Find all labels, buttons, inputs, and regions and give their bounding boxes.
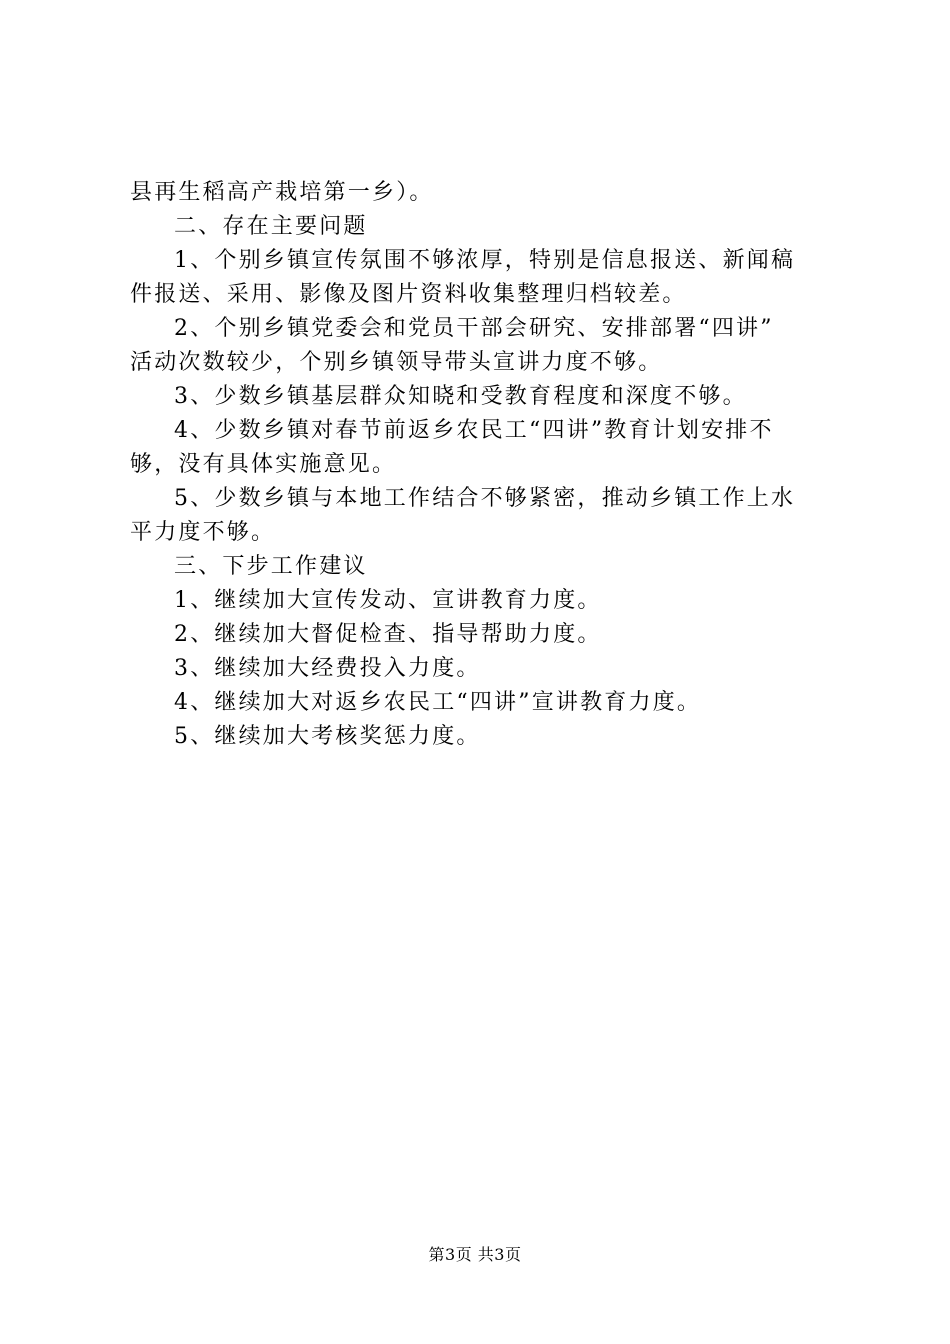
text-line: 够，没有具体实施意见。 (130, 452, 397, 477)
section-heading-suggestions: 三、下步工作建议 (174, 554, 368, 579)
document-body (130, 176, 830, 754)
text-line: 1、个别乡镇宣传氛围不够浓厚，特别是信息报送、新闻稿 (174, 248, 796, 273)
text-line: 1、继续加大宣传发动、宣讲教育力度。 (174, 588, 602, 613)
text-line: 件报送、采用、影像及图片资料收集整理归档较差。 (130, 282, 687, 307)
text-line: 活动次数较少，个别乡镇领导带头宣讲力度不够。 (130, 350, 663, 375)
text-line: 5、继续加大考核奖惩力度。 (174, 724, 481, 749)
text-line: 平力度不够。 (130, 520, 276, 545)
page-footer: 第3页 共3页 (428, 1245, 522, 1264)
text-line: 2、个别乡镇党委会和党员干部会研究、安排部署“四讲” (174, 316, 774, 341)
text-line: 5、少数乡镇与本地工作结合不够紧密，推动乡镇工作上水 (174, 486, 796, 511)
text-line: 4、继续加大对返乡农民工“四讲”宣讲教育力度。 (174, 690, 702, 715)
text-line: 3、少数乡镇基层群众知晓和受教育程度和深度不够。 (174, 384, 747, 409)
text-line: 2、继续加大督促检查、指导帮助力度。 (174, 622, 602, 647)
text-line: 县再生稻高产栽培第一乡）。 (130, 180, 434, 205)
section-heading-issues: 二、存在主要问题 (174, 214, 368, 239)
text-line: 4、少数乡镇对春节前返乡农民工“四讲”教育计划安排不 (174, 418, 774, 443)
text-line: 3、继续加大经费投入力度。 (174, 656, 481, 681)
